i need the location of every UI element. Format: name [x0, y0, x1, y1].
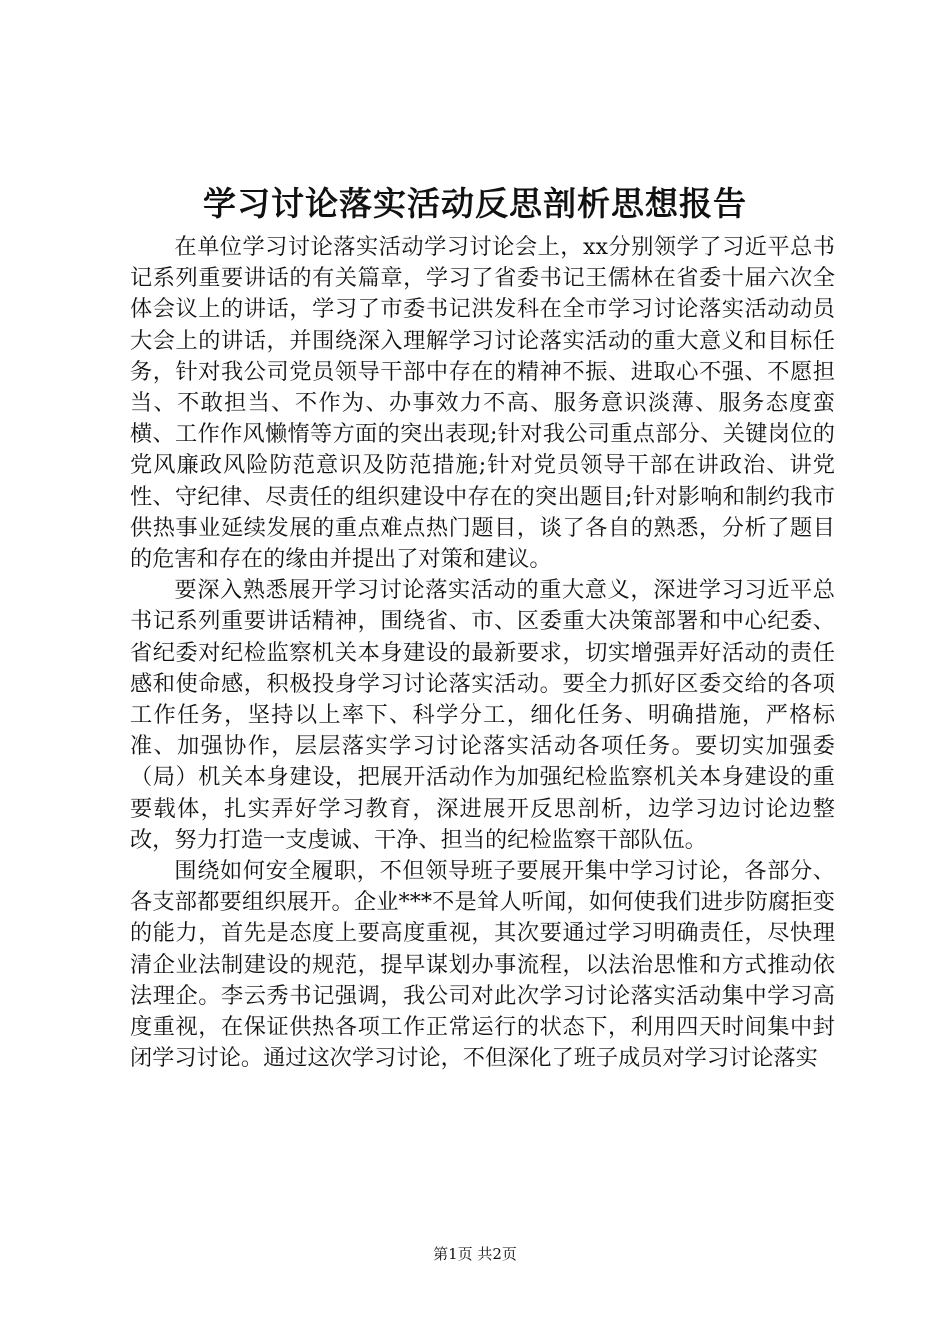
paragraph-2: 要深入熟悉展开学习讨论落实活动的重大意义，深进学习习近平总书记系列重要讲话精神，围绕省、市、区委重大决策部署和中心纪委、省纪委对纪检监察机关本身建设的最新要求，切实增强弄好活动的责任感和使命感，积极投身学习讨论落实活动。要全力抓好区委交给的各项工作任务，坚持以上率下、科学分工，细化任务、明确措施，严格标准、加强协作，层层落实学习讨论落实活动各项任务。要切实加强委（局）机关本身建设，把展开活动作为加强纪检监察机关本身建设的重要载体，扎实弄好学习教育，深进展开反思剖析，边学习边讨论边整改，努力打造一支虔诚、干净、担当的纪检监察干部队伍。	[130, 577, 835, 853]
paragraph-3: 围绕如何安全履职，不但领导班子要展开集中学习讨论，各部分、各支部都要组织展开。企业***不是耸人听闻，如何使我们进步防腐拒变的能力，首先是态度上要高度重视，其次要通过学习明确责任，尽快理清企业法制建设的规范，提早谋划办事流程，以法治思惟和方式推动依法理企。李云秀书记强调，我公司对此次学习讨论落实活动集中学习高度重视，在保证供热各项工作正常运行的状态下，利用四天时间集中封闭学习讨论。通过这次学习讨论，不但深化了班子成员对学习讨论落实	[130, 858, 835, 1072]
document-body	[130, 232, 835, 1074]
page-footer: 第1页 共2页	[433, 1245, 517, 1263]
paragraph-1: 在单位学习讨论落实活动学习讨论会上，xx分别领学了习近平总书记系列重要讲话的有关篇章，学习了省委书记王儒林在省委十届六次全体会议上的讲话，学习了市委书记洪发科在全市学习讨论落实活动动员大会上的讲话，并围绕深入理解学习讨论落实活动的重大意义和目标任务，针对我公司党员领导干部中存在的精神不振、进取心不强、不愿担当、不敢担当、不作为、办事效力不高、服务意识淡薄、服务态度蛮横、工作作风懒惰等方面的突出表现;针对我公司重点部分、关键岗位的党风廉政风险防范意识及防范措施;针对党员领导干部在讲政治、讲党性、守纪律、尽责任的组织建设中存在的突出题目;针对影响和制约我市供热事业延续发展的重点难点热门题目，谈了各自的熟悉，分析了题目的危害和存在的缘由并提出了对策和建议。	[130, 234, 835, 573]
document-title: 学习讨论落实活动反思剖析思想报告	[203, 184, 747, 223]
